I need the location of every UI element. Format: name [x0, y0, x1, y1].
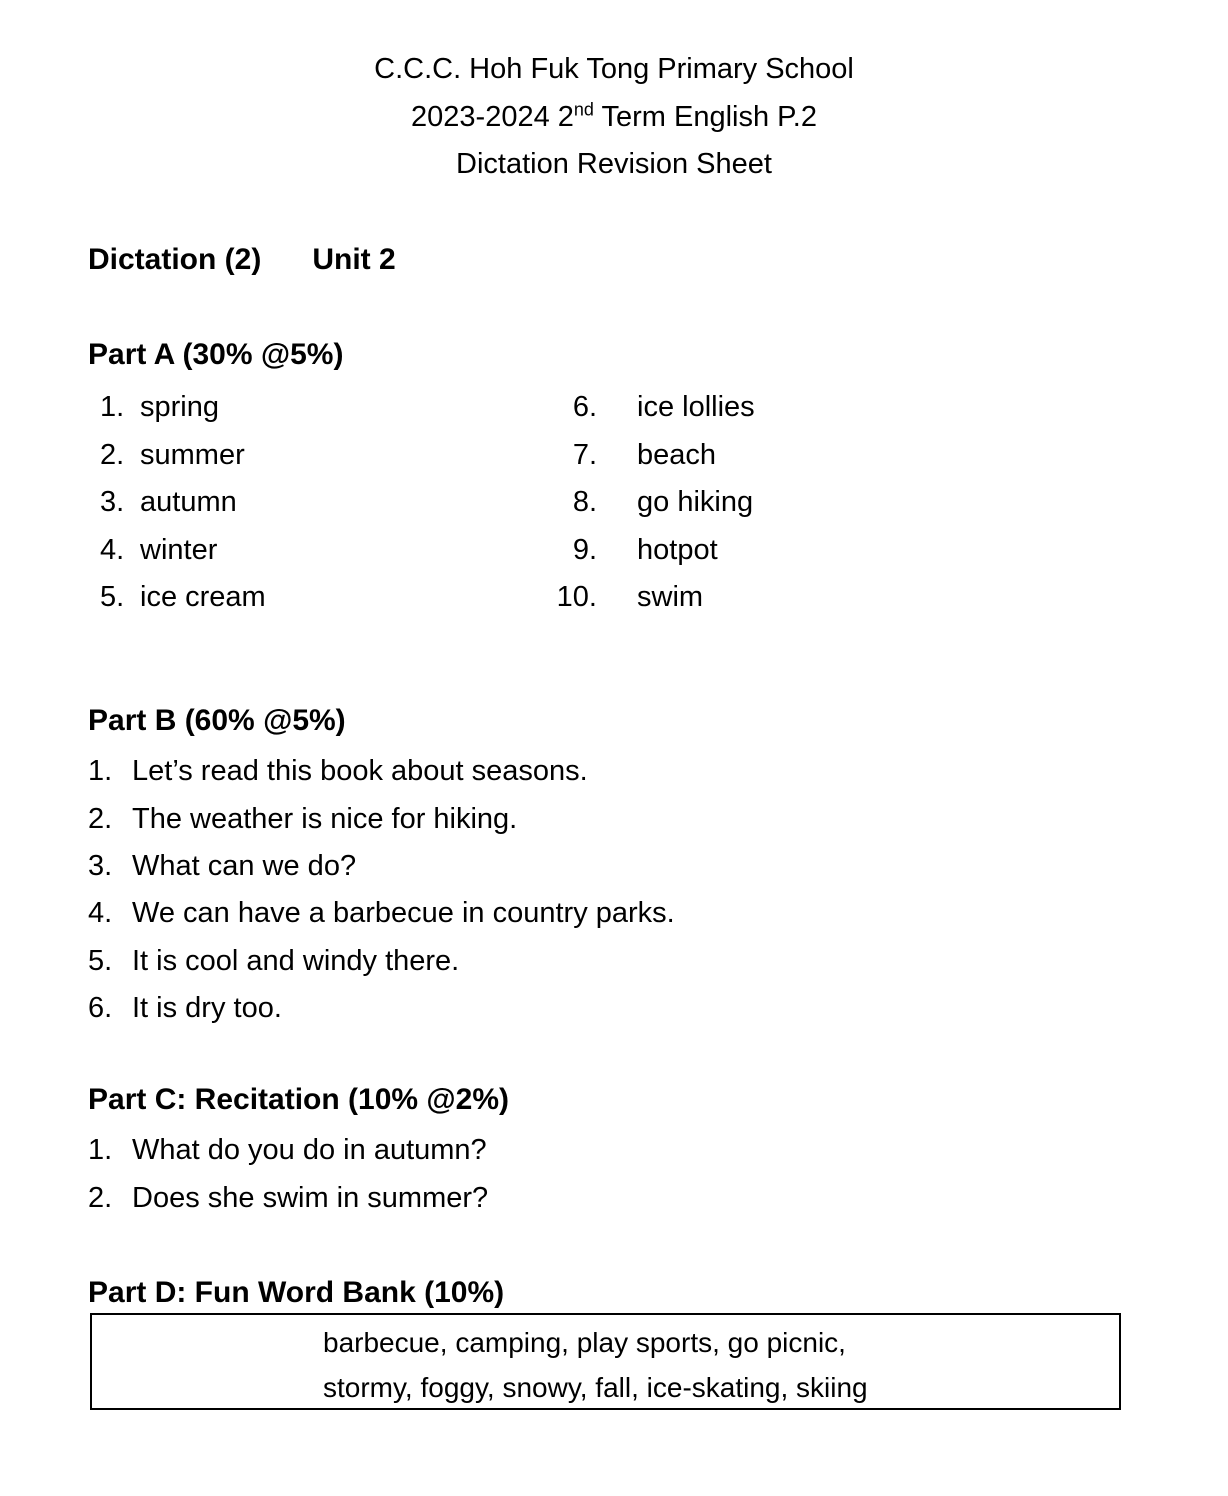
- item-text: It is cool and windy there.: [132, 944, 460, 977]
- part-b-list: [88, 748, 675, 1032]
- document-header: [0, 46, 1228, 189]
- list-item: [520, 384, 755, 432]
- item-text: autumn: [140, 486, 237, 519]
- item-text: The weather is nice for hiking.: [132, 802, 518, 835]
- word-bank-box: [90, 1313, 1121, 1410]
- ordinal-superscript: nd: [573, 98, 594, 119]
- list-item: [100, 479, 266, 527]
- item-text: go hiking: [637, 486, 754, 519]
- dictation-unit-line: [88, 243, 396, 277]
- document-title: Dictation Revision Sheet: [456, 148, 772, 180]
- item-number: 2.: [88, 802, 113, 835]
- item-number: 2.: [88, 1181, 113, 1214]
- part-a-heading: Part A (30% @5%): [88, 338, 344, 371]
- item-number: 8.: [572, 486, 597, 519]
- part-c-list: [88, 1127, 488, 1222]
- list-item: [88, 890, 675, 937]
- list-item: [88, 843, 675, 890]
- word-bank-line: stormy, foggy, snowy, fall, ice-skating, skiing: [323, 1372, 868, 1403]
- item-text: hotpot: [637, 533, 718, 566]
- item-text: It is dry too.: [132, 992, 282, 1025]
- school-name: C.C.C. Hoh Fuk Tong Primary School: [374, 53, 854, 85]
- item-number: 6.: [572, 391, 597, 424]
- term-line-prefix: 2023-2024 2: [411, 100, 574, 133]
- item-number: 5.: [100, 581, 125, 614]
- item-number: 1.: [88, 1134, 113, 1167]
- term-line: [0, 94, 1228, 142]
- item-number: 10.: [556, 581, 597, 614]
- list-item: [520, 479, 755, 527]
- item-text: ice lollies: [637, 391, 755, 424]
- part-a-right-column: [520, 384, 755, 622]
- item-number: 9.: [572, 533, 597, 566]
- part-d-heading: Part D: Fun Word Bank (10%): [88, 1276, 505, 1309]
- list-item: [88, 938, 675, 985]
- item-number: 5.: [88, 944, 113, 977]
- list-item: [88, 748, 675, 795]
- item-text: What can we do?: [132, 849, 357, 882]
- part-b-heading: Part B (60% @5%): [88, 704, 346, 737]
- list-item: [88, 1127, 488, 1174]
- item-text: Does she swim in summer?: [132, 1181, 489, 1214]
- item-text: swim: [637, 581, 704, 614]
- item-text: summer: [140, 438, 245, 471]
- item-number: 4.: [100, 533, 125, 566]
- item-number: 7.: [572, 438, 597, 471]
- list-item: [520, 574, 755, 622]
- item-text: ice cream: [140, 581, 266, 614]
- item-text: We can have a barbecue in country parks.: [132, 897, 675, 930]
- item-number: 2.: [100, 438, 125, 471]
- dictation-number: Dictation (2): [88, 243, 262, 276]
- list-item: [520, 432, 755, 480]
- part-a-left-column: [100, 384, 266, 622]
- item-number: 3.: [88, 849, 113, 882]
- item-number: 1.: [100, 391, 125, 424]
- list-item: [88, 985, 675, 1032]
- part-c-heading: Part C: Recitation (10% @2%): [88, 1083, 510, 1116]
- list-item: [100, 432, 266, 480]
- list-item: [88, 795, 675, 842]
- list-item: [520, 527, 755, 575]
- item-text: winter: [140, 533, 218, 566]
- item-number: 1.: [88, 755, 113, 788]
- list-item: [100, 527, 266, 575]
- item-text: beach: [637, 438, 717, 471]
- list-item: [100, 574, 266, 622]
- item-number: 4.: [88, 897, 113, 930]
- unit-number: Unit 2: [312, 243, 396, 276]
- list-item: [88, 1174, 488, 1221]
- list-item: [100, 384, 266, 432]
- item-number: 6.: [88, 992, 113, 1025]
- item-text: Let’s read this book about seasons.: [132, 755, 588, 788]
- term-line-suffix: Term English P.2: [593, 100, 817, 133]
- item-text: spring: [140, 391, 219, 424]
- item-text: What do you do in autumn?: [132, 1134, 487, 1167]
- item-number: 3.: [100, 486, 125, 519]
- word-bank-line: barbecue, camping, play sports, go picnic,: [323, 1327, 846, 1358]
